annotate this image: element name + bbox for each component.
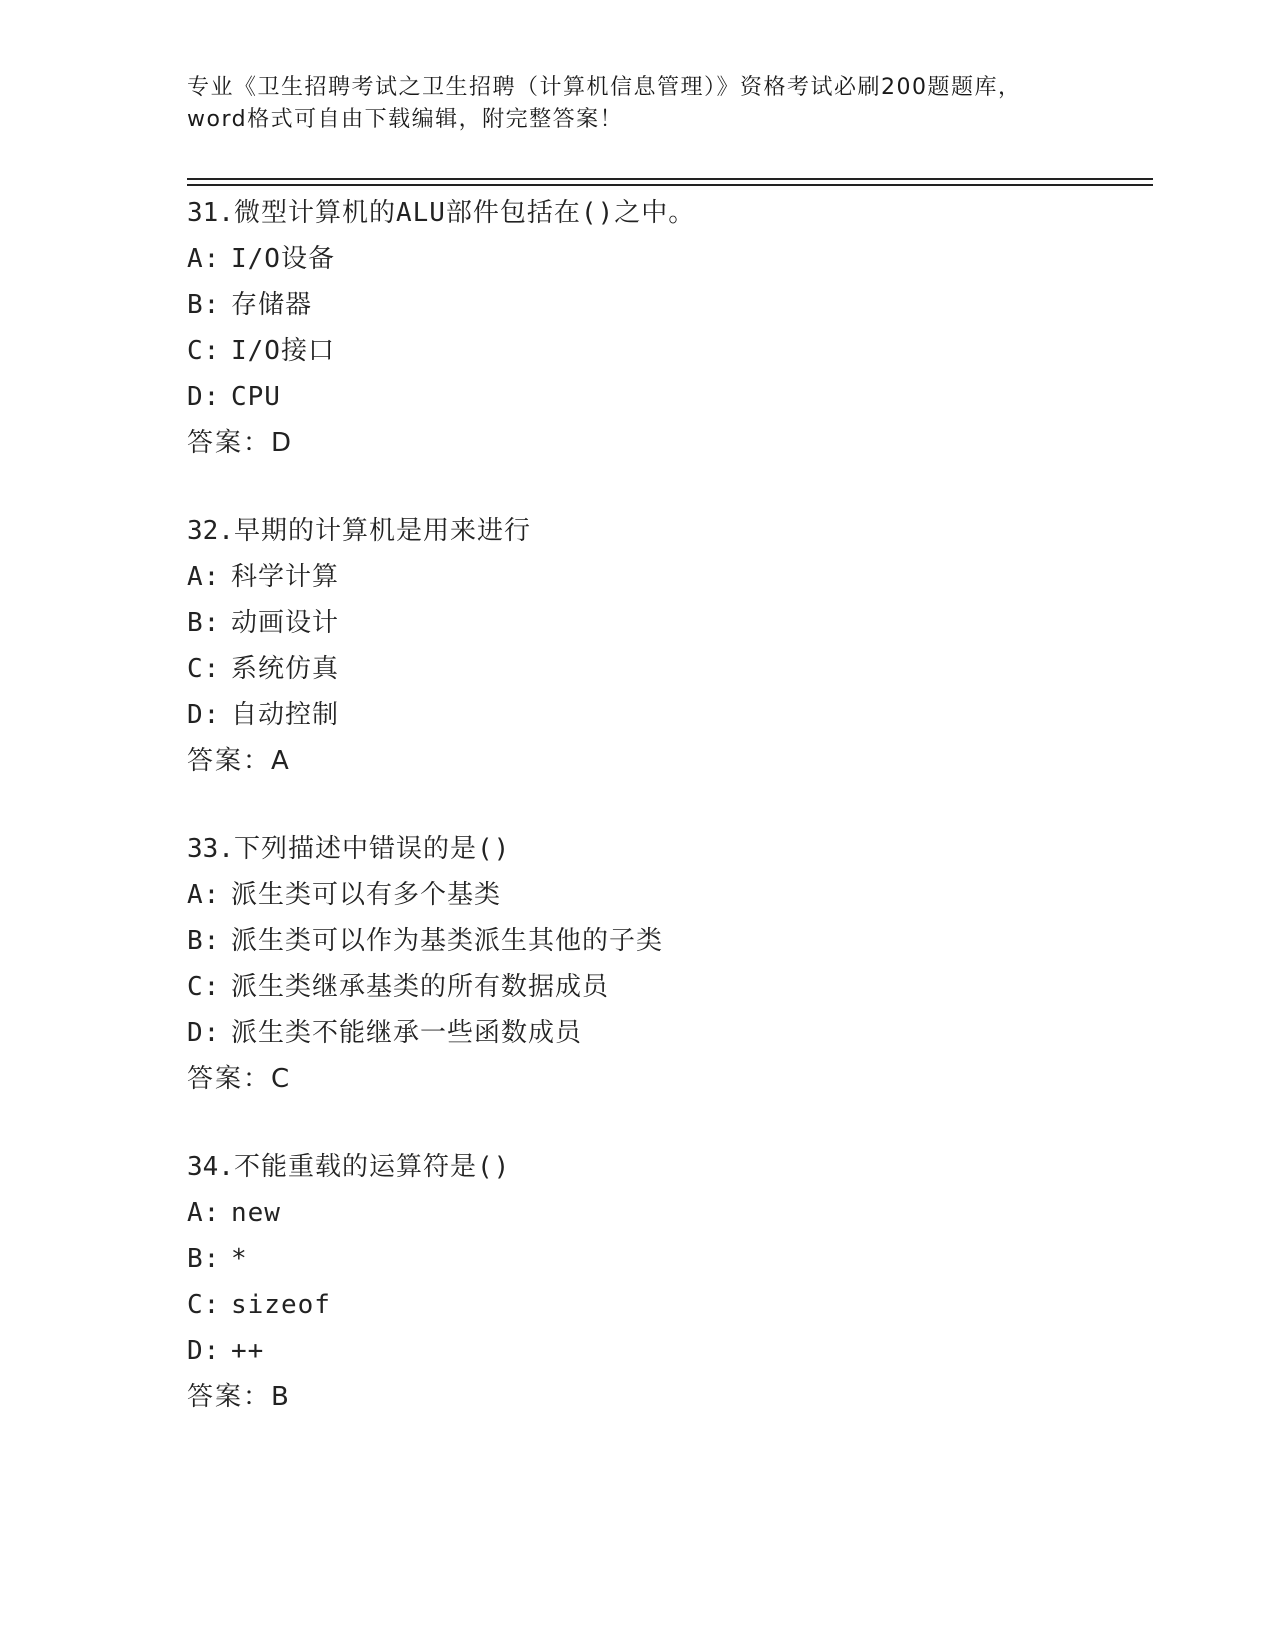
- option-text: 派生类可以作为基类派生其他的子类: [231, 926, 664, 956]
- answer-line: 答案：B: [187, 1382, 291, 1412]
- option-key: A:: [187, 244, 221, 274]
- option-text: new: [231, 1198, 281, 1228]
- option-a: [187, 236, 1147, 282]
- option-d: [187, 692, 1147, 738]
- option-a: [187, 872, 1147, 918]
- question-31: [187, 190, 1147, 466]
- option-d: [187, 374, 1147, 420]
- option-key: C:: [187, 972, 221, 1002]
- question-list: [187, 190, 1147, 1420]
- option-b: [187, 1236, 1147, 1282]
- option-b: [187, 918, 1147, 964]
- option-key: A:: [187, 1198, 221, 1228]
- header-line-1: 专业《卫生招聘考试之卫生招聘（计算机信息管理）》资格考试必刷200题题库，: [187, 75, 1022, 100]
- header-divider-bottom: [187, 184, 1153, 186]
- question-stem: [187, 1144, 1147, 1190]
- question-text: 微型计算机的ALU部件包括在()之中。: [233, 198, 696, 228]
- option-text: 派生类不能继承一些函数成员: [231, 1018, 583, 1048]
- option-key: B:: [187, 608, 221, 638]
- option-c: [187, 328, 1147, 374]
- option-text: 派生类继承基类的所有数据成员: [231, 972, 610, 1002]
- question-spacer: [187, 784, 1147, 826]
- option-c: [187, 1282, 1147, 1328]
- option-text: ++: [231, 1336, 265, 1366]
- option-text: 派生类可以有多个基类: [231, 880, 502, 910]
- question-spacer: [187, 466, 1147, 508]
- option-key: C:: [187, 336, 221, 366]
- question-stem: [187, 508, 1147, 554]
- option-text: 动画设计: [231, 608, 340, 638]
- option-key: D:: [187, 700, 221, 730]
- answer-line: 答案：A: [187, 746, 291, 776]
- option-a: [187, 1190, 1147, 1236]
- question-stem: [187, 826, 1147, 872]
- question-34: [187, 1144, 1147, 1420]
- question-text: 下列描述中错误的是(): [233, 834, 511, 864]
- option-b: [187, 600, 1147, 646]
- header-line-2: word格式可自由下载编辑，附完整答案！: [187, 107, 624, 132]
- question-text: 早期的计算机是用来进行: [233, 516, 531, 546]
- question-33: [187, 826, 1147, 1102]
- option-key: B:: [187, 926, 221, 956]
- option-text: CPU: [231, 382, 281, 412]
- option-text: *: [231, 1244, 248, 1274]
- question-number: 34.: [187, 1152, 234, 1182]
- question-stem: [187, 190, 1147, 236]
- option-text: 存储器: [231, 290, 313, 320]
- option-text: 自动控制: [231, 700, 340, 730]
- option-key: A:: [187, 880, 221, 910]
- header-divider-top: [187, 178, 1153, 180]
- option-key: B:: [187, 1244, 221, 1274]
- option-d: [187, 1328, 1147, 1374]
- option-c: [187, 964, 1147, 1010]
- option-d: [187, 1010, 1147, 1056]
- question-text: 不能重载的运算符是(): [233, 1152, 511, 1182]
- option-text: 科学计算: [231, 562, 340, 592]
- option-key: C:: [187, 654, 221, 684]
- question-spacer: [187, 1102, 1147, 1144]
- option-text: sizeof: [231, 1290, 331, 1320]
- option-text: 系统仿真: [231, 654, 340, 684]
- question-number: 31.: [187, 198, 234, 228]
- answer-line: 答案：D: [187, 428, 294, 458]
- question-number: 32.: [187, 516, 234, 546]
- document-header: [187, 72, 1087, 136]
- option-b: [187, 282, 1147, 328]
- option-key: B:: [187, 290, 221, 320]
- option-key: D:: [187, 1018, 221, 1048]
- option-text: I/O设备: [231, 244, 335, 274]
- option-text: I/O接口: [231, 336, 335, 366]
- option-a: [187, 554, 1147, 600]
- option-c: [187, 646, 1147, 692]
- option-key: D:: [187, 382, 221, 412]
- option-key: C:: [187, 1290, 221, 1320]
- question-32: [187, 508, 1147, 784]
- option-key: D:: [187, 1336, 221, 1366]
- answer-line: 答案：C: [187, 1064, 292, 1094]
- option-key: A:: [187, 562, 221, 592]
- question-number: 33.: [187, 834, 234, 864]
